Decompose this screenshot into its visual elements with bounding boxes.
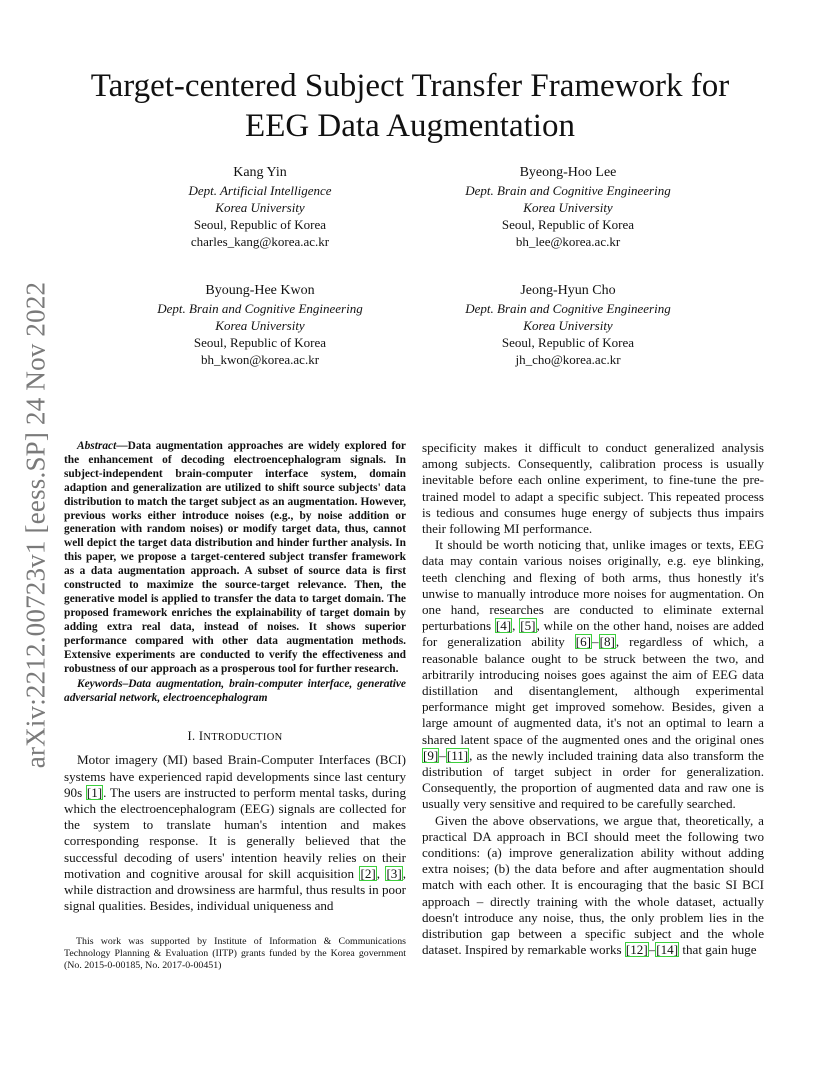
abstract-lead: Abstract [77,440,117,452]
citation-link[interactable]: [11] [446,747,469,763]
citation-link[interactable]: [3] [386,865,402,881]
author-block-2 [418,164,718,250]
author-name: Kang Yin [233,165,287,180]
author-block-3 [110,282,410,368]
author-name: Jeong-Hyun Cho [520,283,616,298]
citation-link[interactable]: [9] [423,747,439,763]
author-name: Byoung-Hee Kwon [205,283,315,298]
body-paragraph: specificity makes it difficult to conduct generalized analysis among subjects. Consequently, calibration process is usually inevitable before each online experiment, to fine-tune the pre-trained model to adapt a specific subject. This repeated process is tedious and consumes huge energy of subjects thus impairs their following MI performance. [422,440,764,537]
author-dept: Dept. Brain and Cognitive Engineering [465,183,671,198]
abstract [64,440,406,676]
author-univ: Korea University [523,318,613,333]
title-line-1: Target-centered Subject Transfer Framework for [90,68,730,104]
author-city: Seoul, Republic of Korea [501,217,635,232]
funding-footnote: This work was supported by Institute of Information & Communications Technology Planning & Evaluation (IITP) grants funded by the Korea government (No. 2015-0-00185, No. 2017-0-00451) [64,936,406,972]
right-column [422,440,764,959]
author-dept: Dept. Artificial Intelligence [188,183,332,198]
title-line-2: EEG Data Augmentation [245,108,575,144]
author-univ: Korea University [215,318,305,333]
author-block-4 [418,282,718,368]
section-heading-introduction: I. INTRODUCTION [187,729,283,744]
author-city: Seoul, Republic of Korea [501,335,635,350]
author-email: charles_kang@korea.ac.kr [190,234,330,249]
author-email: bh_kwon@korea.ac.kr [200,352,320,367]
citation-link[interactable]: [4] [495,618,512,634]
paper-title [60,66,760,146]
author-name: Byeong-Hoo Lee [519,165,617,180]
arxiv-identifier [14,270,58,780]
author-block-1 [110,164,410,250]
body-paragraph: Given the above observations, we argue that, theoretically, a practical DA approach in BCI should meet the following two conditions: (a) improve generalization ability without adding extra noises; (b) the data before and after augmentation should match with each other. It is encouraging that the basic SI BCI approach – directly training with the whole dataset, actually doesn't introduce any noise, thus, the only problem lies in the distribution gap between a specific subject and the whole dataset. Inspired by remarkable works [12]–[14] that gain huge [422,812,764,958]
abstract-body: —Data augmentation approaches are widely explored for the enhancement of decoding electroencephalogram signals. In subject-independent brain-computer interface system, domain adaption and generalization are utilized to shift source subjects' data distribution to match the target subject as an augmentation. However, previous works either introduce noises (e.g., by noise addition or generation with random noises) or modify target data, thus, cannot well depict the target data distribution and hinder further analysis. In this paper, we propose a target-centered subject transfer framework as a data augmentation approach. A subset of source data is first constructed to maximize the source-target relevance. Then, the generative model is applied to transfer the data to target domain. The proposed framework enriches the explainability of target domain by adding extra real data, instead of noises. It shows superior performance compared with other data augmentation methods. Extensive experiments are conducted to verify the effectiveness and robustness of our approach as a prosperous tool for further research. [64,440,406,675]
author-email: bh_lee@korea.ac.kr [515,234,621,249]
citation-link[interactable]: [14] [656,942,679,958]
left-column [64,440,406,914]
citation-link[interactable]: [1] [86,784,103,800]
author-univ: Korea University [523,200,613,215]
author-dept: Dept. Brain and Cognitive Engineering [157,301,363,316]
author-city: Seoul, Republic of Korea [193,217,327,232]
keywords: Keywords–Data augmentation, brain-computer interface, generative adversarial network, electroencephalogram [64,678,406,705]
citation-link[interactable]: [5] [520,618,536,634]
author-city: Seoul, Republic of Korea [193,335,327,350]
citation-link[interactable]: [12] [625,942,648,958]
intro-paragraph: Motor imagery (MI) based Brain-Computer Interfaces (BCI) systems have experienced rapid developments since last century 90s [1]. The users are instructed to perform mental tasks, during which the electroencephalogram (EEG) signals are collected for the system to translate human's intention and makes corresponding response. It is generally believed that the successful decoding of users' intention heavily relies on their motivation and cognitive arousal for skill acquisition [2], [3], while distraction and drowsiness are harmful, thus results in poor signal qualities. Besides, individual uniqueness and [64,752,406,914]
citation-link[interactable]: [8] [599,634,615,650]
author-email: jh_cho@korea.ac.kr [515,352,621,367]
citation-link[interactable]: [6] [575,634,592,650]
author-univ: Korea University [215,200,305,215]
arxiv-id-text: arXiv:2212.00723v1 [eess.SP] 24 Nov 2022 [20,281,51,769]
body-paragraph: It should be worth noticing that, unlike images or texts, EEG data may contain various noises originally, e.g. eye blinking, teeth clenching and flexing of both arms, thus honestly it's unwise to manually introduce more noises for augmentation. On one hand, researches are conducted to eliminate external perturbations [4], [5], while on the other hand, noises are added for generalization ability [6]–[8], regardless of which, a reasonable balance ought to be struck between the two, and arbitrarily introducing noises goes against the aim of EEG data distillation and disentanglement, although experimental performance might get improved somehow. Besides, given a large amount of augmented data, it's not an optimal to learn a shared latent space of the augmented ones and the original ones [9]–[11], as the newly included training data also transform the distribution of target subject in order for generalization. Consequently, the proportion of augmented data and raw one is usually very sensitive and required to be carefully searched. [422,537,765,812]
author-dept: Dept. Brain and Cognitive Engineering [465,301,671,316]
citation-link[interactable]: [2] [360,865,376,881]
